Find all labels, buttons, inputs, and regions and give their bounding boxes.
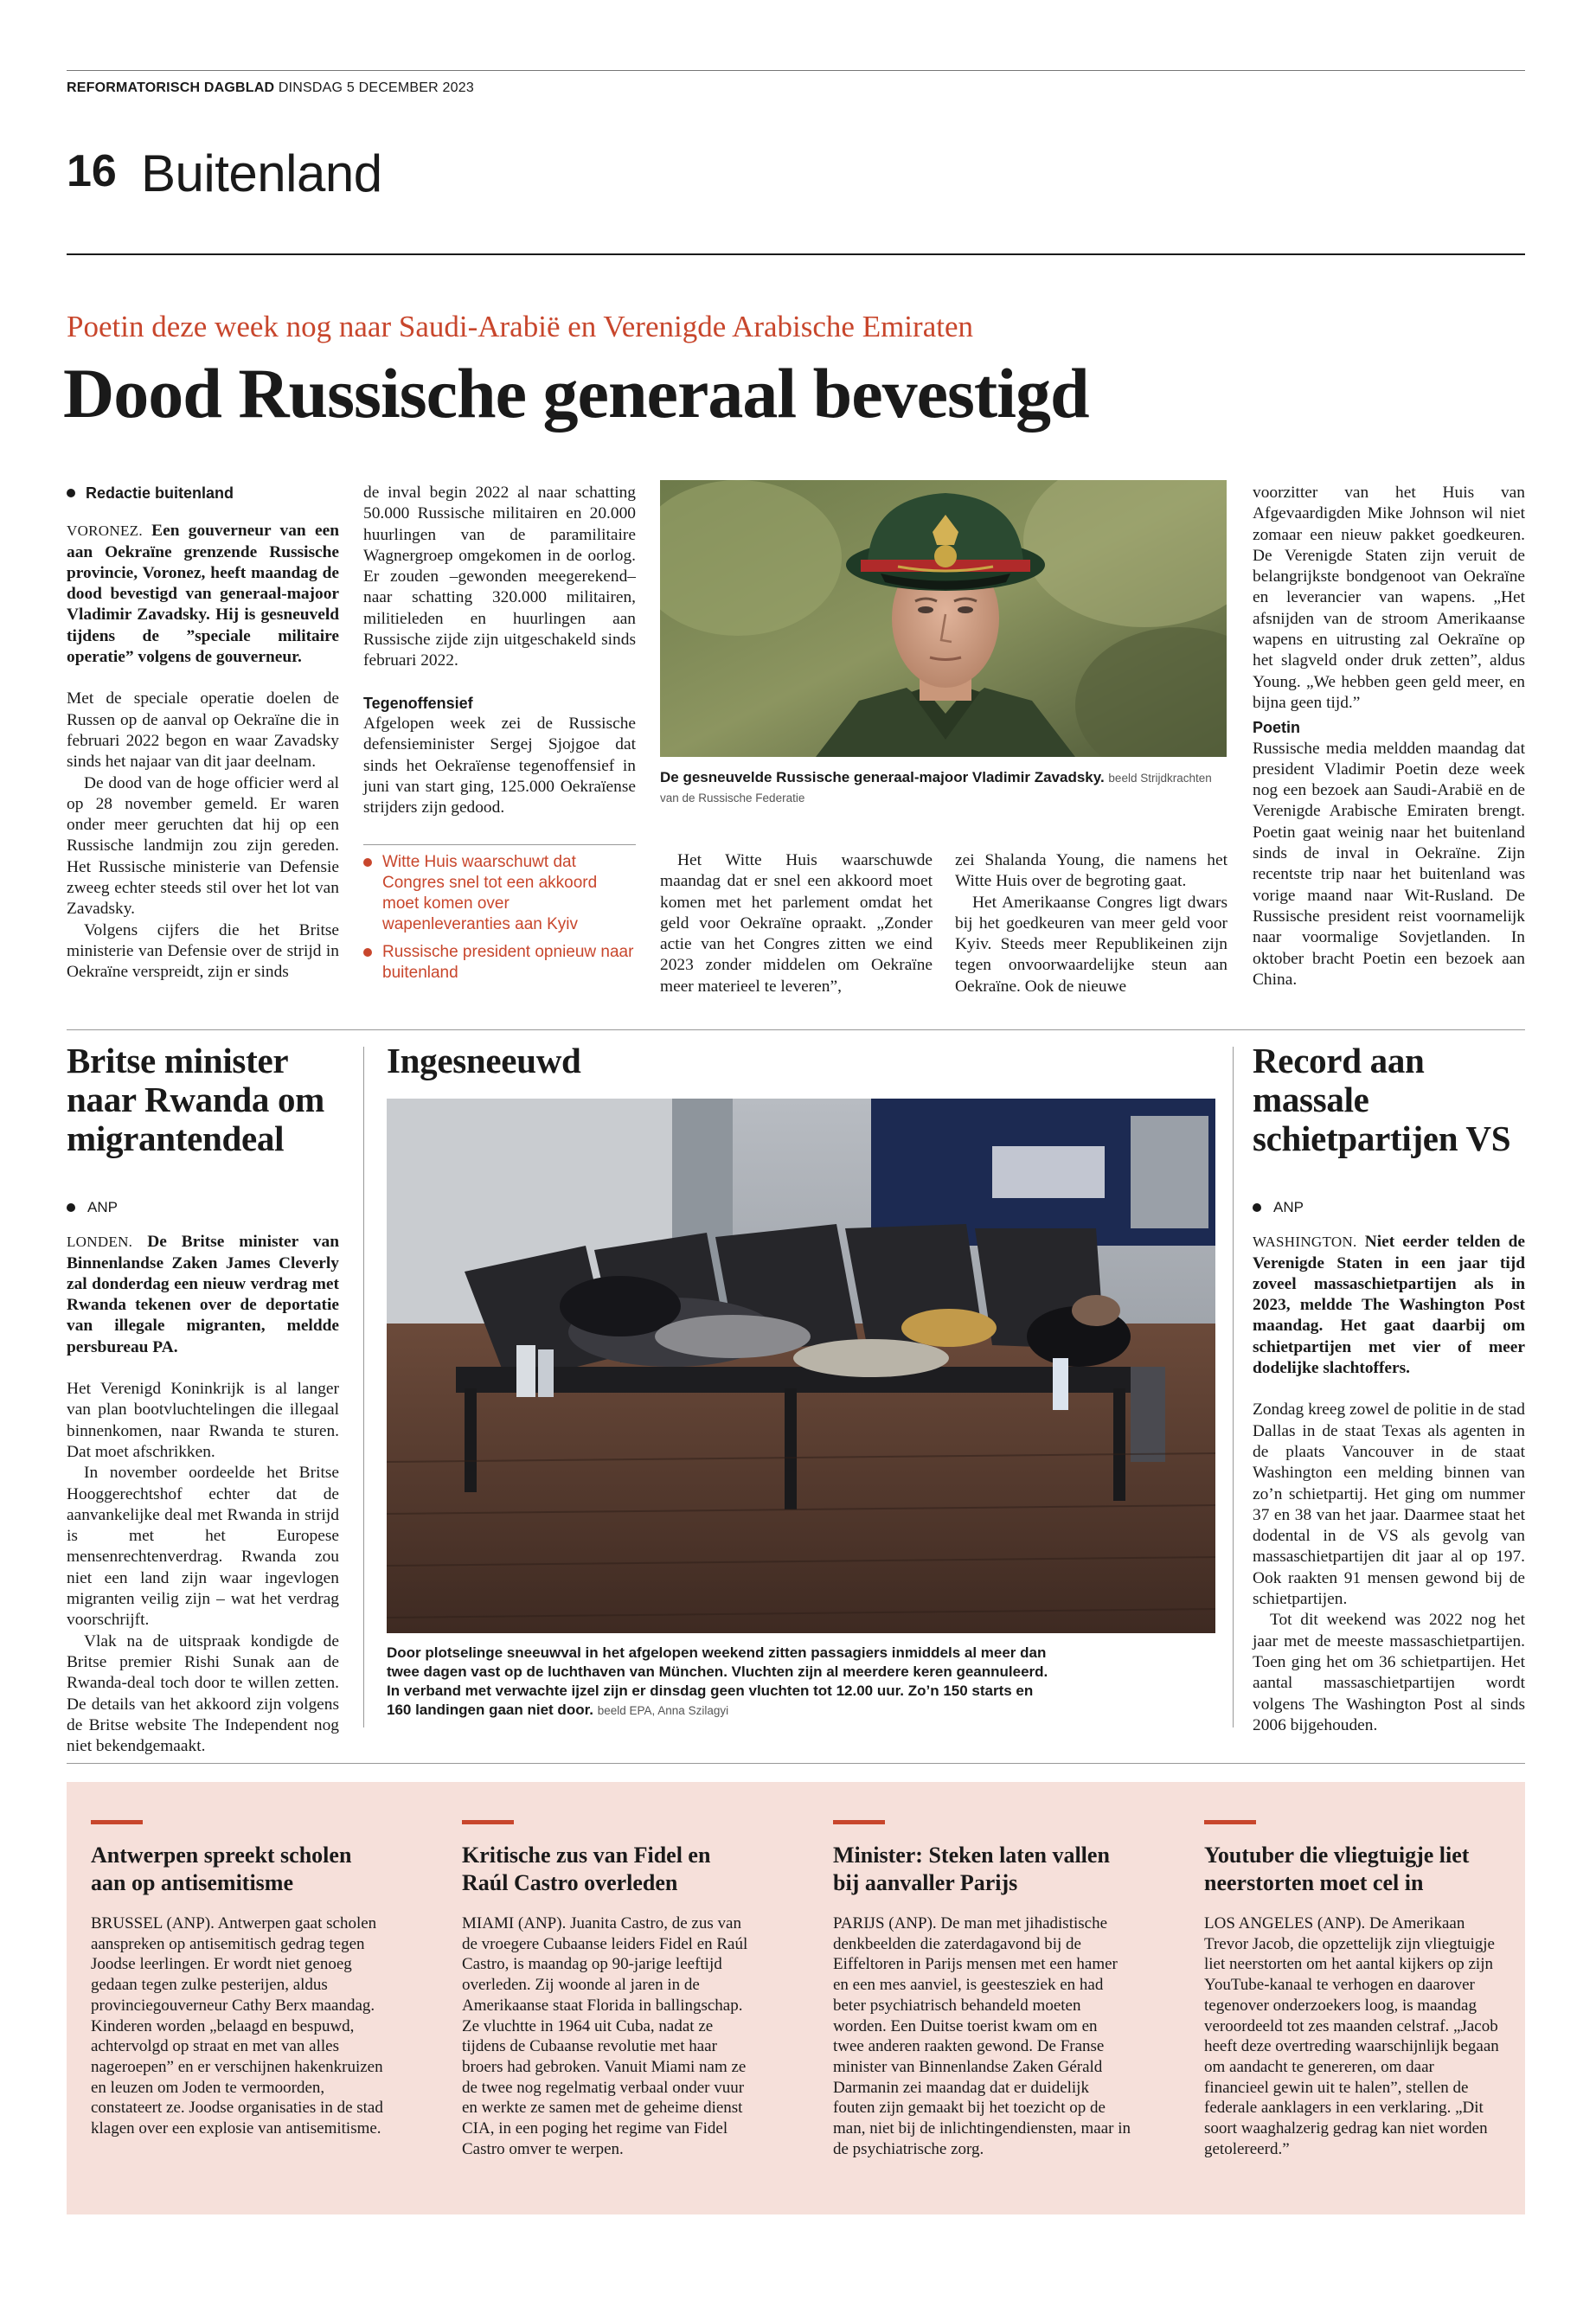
- page-number: 16: [67, 146, 117, 196]
- red-bullet-dot-icon: [363, 858, 372, 867]
- byline-text: Redactie buitenland: [86, 484, 234, 502]
- column-divider-left: [363, 1047, 364, 1727]
- brief-castro: [462, 1820, 760, 2159]
- airport-photo-caption: [387, 1644, 1061, 1721]
- subhead-tegenoffensief: Tegenoffensief: [363, 694, 473, 712]
- body-paragraph: zei Shalanda Young, die namens het Witte Huis over de begroting gaat.: [955, 851, 1227, 891]
- related-links: [363, 852, 636, 984]
- main-column-5: [1253, 483, 1525, 990]
- byline-text: ANP: [87, 1199, 118, 1215]
- brief-accent-bar: [462, 1820, 514, 1824]
- body-paragraph: Het Witte Huis waarschuwde maandag dat er snel een akkoord moet komen met het parlement omdat het geld voor Oekraïne opraakt. „Zonder actie van het Congres zitten we eind 2023 zonder middelen om Oekraïne meer materieel te leveren”,: [660, 851, 933, 996]
- main-column-4: [955, 850, 1227, 997]
- paper-name: REFORMATORISCH DAGBLAD: [67, 80, 275, 95]
- brief-accent-bar: [1204, 1820, 1256, 1824]
- masthead: [67, 80, 474, 96]
- brief-title: Kritische zus van Fidel en Raúl Castro overleden: [462, 1843, 711, 1895]
- section-rule: [67, 253, 1525, 255]
- main-column-2: [363, 483, 636, 818]
- body-paragraph: Russische media meldden maandag dat president Vladimir Poetin deze week nog een bezoek aan Saudi-Arabië en de Verenigde Arabische Emiraten brengt. Poetin gaat weinig naar het buitenland sinds de inval in Oekraïne. Zijn recentste trip naar het buitenland was vorige maand naar Wit-Rusland. De Russische president reist voornamelijk naar voormalige Sovjetlanden. In oktober bracht Poetin een bezoek aan China.: [1253, 739, 1525, 989]
- brief-youtuber: [1204, 1820, 1503, 2159]
- snow-headline: Ingesneeuwd: [387, 1041, 581, 1080]
- main-headline: Dood Russische generaal bevestigd: [63, 354, 1089, 433]
- caption-text: De gesneuvelde Russische generaal-majoor Vladimir Zavadsky.: [660, 769, 1105, 785]
- general-photo-caption: [660, 768, 1227, 808]
- bottom-separator: [67, 1763, 1525, 1764]
- brief-text: LOS ANGELES (ANP). De Amerikaan Trevor Jacob, die opzettelijk zijn vliegtuigje liet neerstorten om het aantal kijkers op zijn YouTube-kanaal te verhogen en daarover tegenover onderzoekers loog, is maandag veroordeeld tot zes maanden celstraf. „Jacob heeft deze overtreding waarschijnlijk begaan om aandacht te genereren, om daar financieel gewin uit te halen”, stellen de federale aanklagers in een verklaring. „Dit soort waaghalzerig gedrag kan niet worden getolereerd.”: [1204, 1914, 1499, 2158]
- body-paragraph: Vlak na de uitspraak kondigde de Britse premier Rishi Sunak aan de Rwanda-deal toch door te willen zetten. De details van het akkoord zijn volgens de Britse website The Independent nog niet bekendgemaakt.: [67, 1631, 339, 1756]
- main-column-3: [660, 850, 933, 997]
- brief-text: BRUSSEL (ANP). Antwerpen gaat scholen aanspreken op antisemitisch gedrag tegen Joodse leerlingen. Er wordt niet genoeg gedaan tegen zulke pesterijen, aldus provinciegouverneur Cathy Berx maandag. Kinderen worden „belaagd en bespuwd, achtervolgd op straat en met van alles nageroepen” en er verschijnen hakenkruizen en leuzen om Joden te vermoorden, constateert ze. Joodse organisaties in de stad klagen over een explosie van antisemitisme.: [91, 1914, 383, 2138]
- lead-text: De Britse minister van Binnenlandse Zaken James Cleverly zal donderdag een nieuw verdrag met Rwanda tekenen over de deportatie van illegale migranten, meldde persbureau PA.: [67, 1233, 339, 1356]
- brief-accent-bar: [833, 1820, 885, 1824]
- airport-photo: [387, 1099, 1215, 1633]
- body-paragraph: De dood van de hoge officier werd al op 28 november gemeld. Er waren onder meer geruchten dat hij op een Russische landmijn zou zijn gereden. Het Russische ministerie van Defensie zweeg echter steeds stil over het lot van Zavadsky.: [67, 773, 339, 919]
- section-title: Buitenland: [141, 144, 382, 202]
- bullet-dot-icon: [67, 489, 75, 497]
- photo-credit: beeld Strijdkrachten van de Russische Federatie: [660, 772, 1212, 804]
- general-portrait-image: [660, 480, 1227, 757]
- shootings-column: [1253, 1197, 1525, 1736]
- brief-text: PARIJS (ANP). De man met jihadistische denkbeelden die zaterdagavond bij de Eiffeltoren in Parijs mensen met een hamer en een mes aanviel, is geestesziek en had beter psychiatrisch behandeld moeten worden. Een Duitse toerist kwam om en twee anderen raakten gewond. De Franse minister van Binnenlandse Zaken Gérald Darmanin zei maandag dat er duidelijk fouten zijn gemaakt bij het toezicht op de man, niet bij de inlichtingendiensten, maar in de psychiatrische zorg.: [833, 1914, 1131, 2158]
- brief-title: Antwerpen spreekt scholen aan op antisemitisme: [91, 1843, 352, 1895]
- story-separator: [67, 1029, 1525, 1030]
- dateline: LONDEN.: [67, 1234, 133, 1251]
- lead-text: Een gouverneur van een aan Oekraïne grenzende Russische provincie, Voronez, heeft maandag de dood bevestigd van generaal-majoor Vladimir Zavadsky. Hij is gesneuveld tijdens de ”speciale militaire operatie” volgens de gouverneur.: [67, 522, 339, 667]
- body-paragraph: Afgelopen week zei de Russische defensieminister Sergej Sjojgoe dat sinds het Oekraïense tegenoffensief in juni van start ging, 125.000 Oekraïense strijders zijn gedood.: [363, 714, 636, 817]
- body-paragraph: Met de speciale operatie doelen de Russen op de aanval op Oekraïne die in februari 2022 begon en waar Zavadsky sinds het najaar van dit jaar deelnam.: [67, 689, 339, 772]
- shootings-byline: [1253, 1197, 1525, 1218]
- body-paragraph: Zondag kreeg zowel de politie in de stad Dallas in de staat Texas als agenten in de plaats Vancouver in de staat Washington een melding binnen van zo’n schietpartij. Het ging om nummer 37 en 38 van het jaar. Daarmee staat het dodental in de VS als gevolg van massaschietpartijen dit jaar al op 197. Ook raakten 91 mensen gewond bij de schietpartijen.: [1253, 1400, 1525, 1609]
- byline: [67, 483, 339, 503]
- general-photo: [660, 480, 1227, 757]
- body-paragraph: voorzitter van het Huis van Afgevaardigden Mike Johnson wil niet zomaar een nieuw pakket goedkeuren. De Verenigde Staten zijn veruit de belangrijkste bondgenoot van Oekraïne en leverancier van wapens. „Het afsnijden van de stroom Amerikaanse wapens en uitrusting zal Oekraïne op het slagveld onder druk zetten”, aldus Young. „We hebben geen geld meer, en bijna geen tijd.”: [1253, 484, 1525, 712]
- kicker: Poetin deze week nog naar Saudi-Arabië en Verenigde Arabische Emiraten: [67, 310, 973, 343]
- bullet-dot-icon: [67, 1203, 75, 1212]
- rwanda-column: [67, 1197, 339, 1757]
- body-paragraph: In november oordeelde het Britse Hooggerechtshof echter dat de aanvankelijke deal met Rwanda in strijd is met het Europese mensenrechtenverdrag. Rwanda zou niet een land zijn waar ingevlogen migranten veilig zijn – wat het verdrag voorschrijft.: [67, 1464, 339, 1630]
- shootings-headline: Record aan massale schietpartijen VS: [1253, 1041, 1511, 1158]
- bullet-dot-icon: [1253, 1203, 1261, 1212]
- photo-credit: beeld EPA, Anna Szilagyi: [597, 1704, 729, 1717]
- lead-text: Niet eerder telden de Verenigde Staten in een jaar tijd zoveel massaschietpartijen als in 2023, meldde The Washington Post maandag. Het gaat daarbij om schietpartijen met vier of meer dodelijke slachtoffers.: [1253, 1233, 1525, 1378]
- body-paragraph: Tot dit weekend was 2022 nog het jaar met de meeste massaschietpartijen. Toen ging het om 36 schietpartijen. Het aantal massaschietpartijen wordt volgens The Washington Post al sinds 2006 bijgehouden.: [1253, 1611, 1525, 1734]
- byline-text: ANP: [1273, 1199, 1304, 1215]
- related-link-text: Russische president opnieuw naar buitenland: [382, 943, 634, 982]
- dateline: WASHINGTON.: [1253, 1234, 1357, 1251]
- airport-sleeping-passengers-image: [387, 1099, 1215, 1633]
- brief-antwerpen: [91, 1820, 389, 2139]
- subhead-poetin: Poetin: [1253, 719, 1301, 737]
- body-paragraph: de inval begin 2022 al naar schatting 50.000 Russische militairen en 20.000 huurlingen van de paramilitaire Wagnergroep omgekomen in de oorlog. Er zouden –gewonden meegerekend– naar schatting 320.000 militairen, militieleden en huurlingen aan Russische zijde zijn uitgeschakeld sinds februari 2022.: [363, 484, 636, 670]
- main-column-1: [67, 483, 339, 984]
- related-link[interactable]: [363, 852, 636, 935]
- related-link[interactable]: [363, 942, 636, 984]
- caption-text: Door plotselinge sneeuwval in het afgelopen weekend zitten passagiers inmiddels al meer dan twee dagen vast op de luchthaven van München. Vluchten zijn al meerdere keren geannuleerd. In verband met verwachte ijzel zijn er dinsdag geen vluchten tot 12.00 uur. Zo’n 150 starts en 160 landingen gaan niet door.: [387, 1644, 1048, 1718]
- body-paragraph: Het Verenigd Koninkrijk is al langer van plan bootvluchtelingen die illegaal binnenkomen, naar Rwanda te sturen. Dat moet afschrikken.: [67, 1380, 339, 1461]
- body-paragraph: Het Amerikaanse Congres ligt dwars bij het goedkeuren van meer geld voor Kyiv. Steeds meer Republikeinen zijn tegen onvoorwaardelijke steun aan Oekraïne. Ook de nieuwe: [955, 893, 1227, 996]
- related-link-text: Witte Huis waarschuwt dat Congres snel tot een akkoord moet komen over wapenleveranties aan Kyiv: [382, 853, 598, 933]
- rwanda-headline: Britse minister naar Rwanda om migrantendeal: [67, 1041, 325, 1158]
- rwanda-byline: [67, 1197, 339, 1218]
- red-bullet-dot-icon: [363, 948, 372, 957]
- related-rule: [363, 844, 636, 845]
- brief-accent-bar: [91, 1820, 143, 1824]
- dateline: VORONEZ.: [67, 522, 143, 540]
- brief-text: MIAMI (ANP). Juanita Castro, de zus van de vroegere Cubaanse leiders Fidel en Raúl Castro, is maandag op 90-jarige leeftijd overleden. Zij woonde al jaren in de Amerikaanse staat Florida in ballingschap. Ze vluchtte in 1964 uit Cuba, nadat ze tijdens de Cubaanse revolutie met haar broers had gebroken. Vanuit Miami nam ze de twee nog regelmatig verbaal onder vuur en werkte ze samen met de geheime dienst CIA, in een poging het regime van Fidel Castro omver te werpen.: [462, 1914, 748, 2158]
- brief-title: Youtuber die vliegtuigje liet neerstorten moet cel in: [1204, 1843, 1470, 1895]
- brief-title: Minister: Steken laten vallen bij aanvaller Parijs: [833, 1843, 1110, 1895]
- column-divider-right: [1233, 1047, 1234, 1727]
- top-rule: [67, 70, 1525, 71]
- issue-date: DINSDAG 5 DECEMBER 2023: [278, 80, 474, 95]
- brief-parijs: [833, 1820, 1131, 2159]
- body-paragraph: Volgens cijfers die het Britse ministerie van Defensie over de strijd in Oekraïne verspreidt, zijn er sinds: [67, 920, 339, 982]
